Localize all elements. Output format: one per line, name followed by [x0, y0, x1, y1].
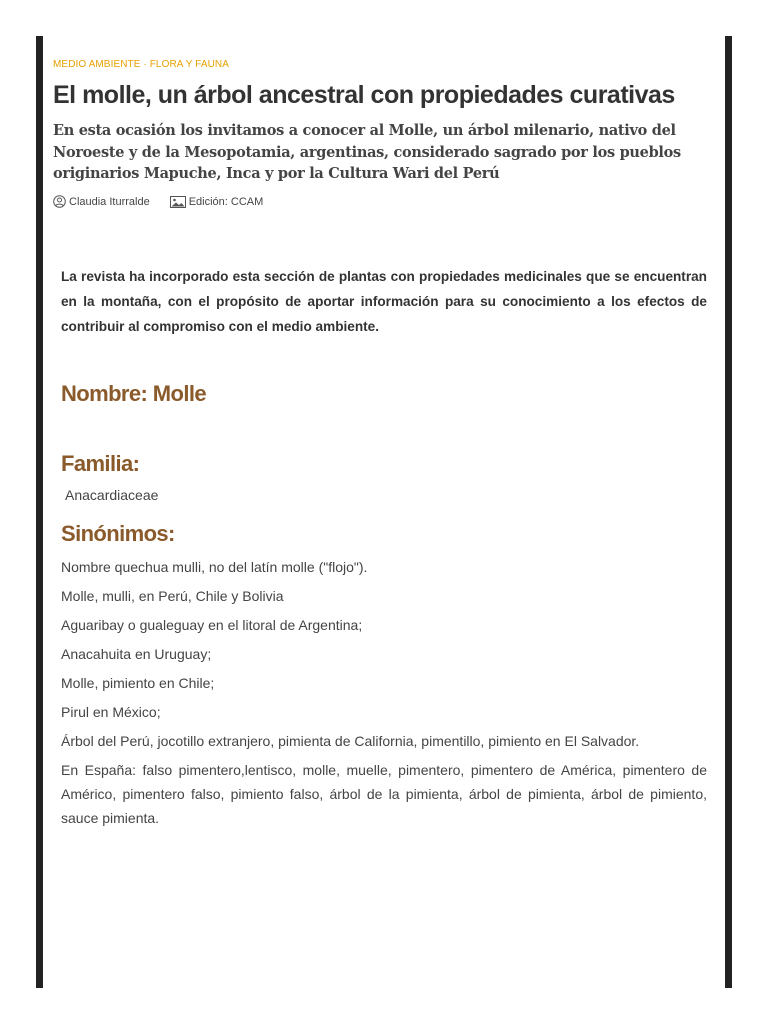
list-item: Molle, mulli, en Perú, Chile y Bolivia: [61, 588, 284, 604]
sinonimos-list: [61, 555, 707, 835]
list-item: Pirul en México;: [61, 704, 161, 720]
category-link[interactable]: MEDIO AMBIENTE · FLORA Y FAUNA: [53, 59, 230, 70]
intro-paragraph: La revista ha incorporado esta sección de plantas con propiedades medicinales que se encuentran en la montaña, con el propósito de aportar información para su conocimiento a los efectos de contribuir al compromiso con el medio ambiente.: [61, 269, 707, 334]
article-meta: [53, 195, 713, 209]
nombre-heading: Nombre: Molle: [61, 381, 206, 406]
page-border-right: [725, 36, 732, 988]
article-title: El molle, un árbol ancestral con propiedades curativas: [53, 81, 675, 109]
list-item: En España: falso pimentero,lentisco, molle, muelle, pimentero, pimentero de América, pimentero de Américo, pimentero falso, pimiento falso, árbol de la pimienta, árbol de pimienta, árbol de pimiento, sauce pimienta.: [61, 762, 707, 826]
list-item: Anacahuita en Uruguay;: [61, 646, 212, 662]
list-item: Aguaribay o gualeguay en el litoral de Argentina;: [61, 617, 363, 633]
edition-label: Edición: CCAM: [188, 195, 264, 208]
article-header: [53, 58, 713, 209]
edition-credit: [170, 196, 264, 208]
author-name: Claudia Iturralde: [69, 195, 150, 208]
nombre-section: [61, 380, 709, 408]
list-item: Molle, pimiento en Chile;: [61, 675, 215, 691]
list-item: Nombre quechua mulli, no del latín molle ("flojo").: [61, 559, 368, 575]
article-subtitle: En esta ocasión los invitamos a conocer al Molle, un árbol milenario, nativo del Noroeste y de la Mesopotamia, argentinas, considerado sagrado por los pueblos originarios Mapuche, Inca y por la Cultura Wari del Perú: [53, 122, 681, 182]
familia-heading: Familia:: [61, 451, 140, 476]
image-icon: [170, 196, 186, 208]
list-item: Árbol del Perú, jocotillo extranjero, pimienta de California, pimentillo, pimiento en El Salvador.: [61, 733, 640, 749]
author-link[interactable]: [53, 195, 150, 208]
page-border-left: [36, 36, 43, 988]
user-circle-icon: [53, 195, 66, 208]
sinonimos-heading: Sinónimos:: [61, 521, 175, 546]
familia-section: [61, 450, 709, 507]
sinonimos-section: [61, 520, 709, 548]
familia-value: Anacardiaceae: [65, 487, 159, 503]
